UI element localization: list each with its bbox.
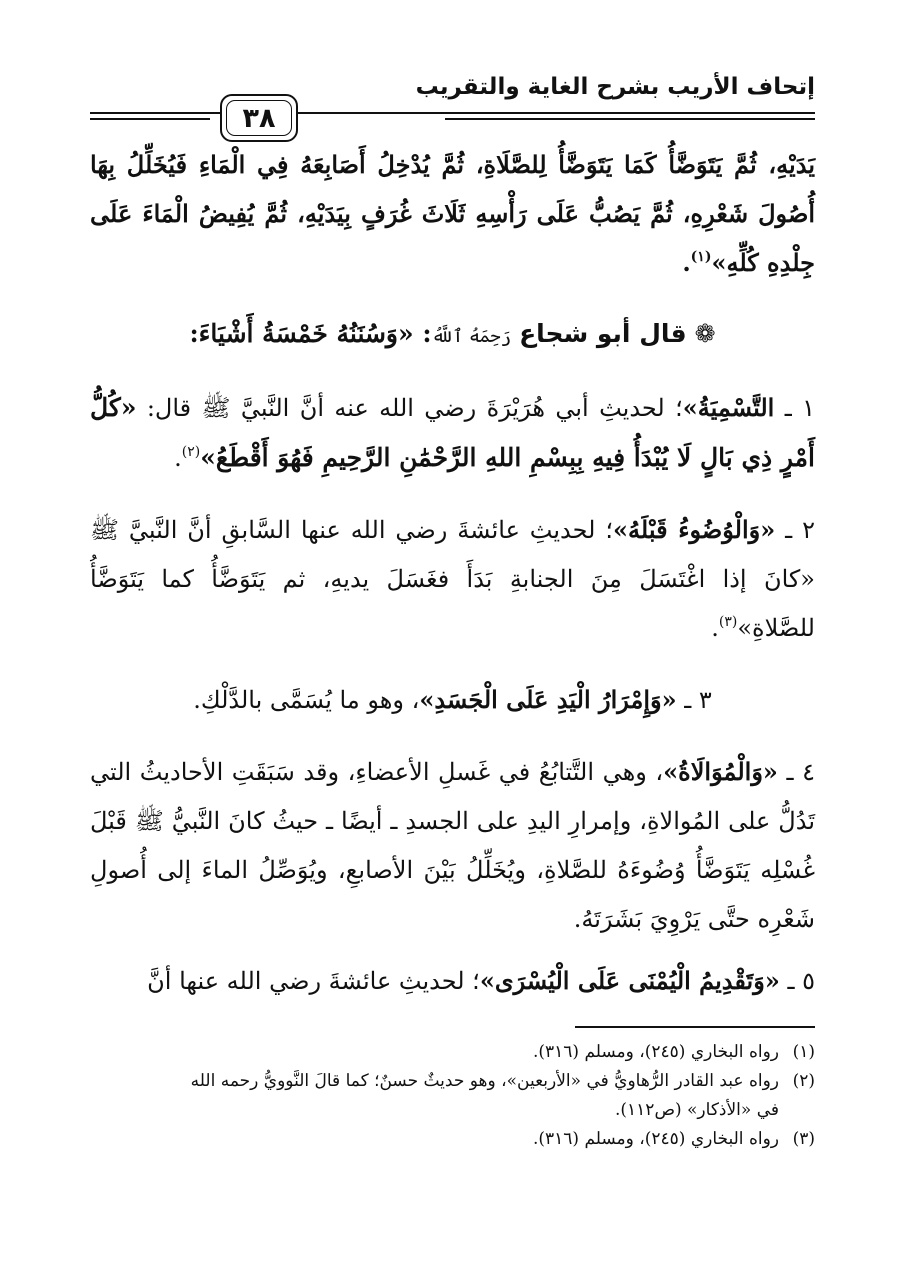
p1-line1: يَدَيْهِ، ثُمَّ يَتَوَضَّأُ كَمَا يَتَوَضَّأُ لِلصَّلَاةِ، ثُمَّ يُدْخِلُ أَصَابِعَهُ فِي الْمَاءِ — [198, 150, 815, 179]
item-2-text: ؛ لحديثِ عائشةَ رضي الله عنها السَّابقِ أنَّ النَّبيَّ ﷺ «كانَ إذا اغْتَسَلَ مِنَ الجنابةِ بَدَأَ فغَسَلَ يديهِ، ثم يَتَوَضَّأُ كما يَتَوَضَّأُ للصَّلاةِ» — [90, 516, 815, 642]
footnote-ref-2[interactable]: (٢) — [181, 444, 201, 460]
item-1: ١ ـ التَّسْمِيَةُ»؛ لحديثِ أبي هُرَيْرَةَ رضي الله عنه أنَّ النَّبيَّ ﷺ قال: «كُلُّ أَمْرٍ ذِي بَالٍ لَا يُبْدَأُ فِيهِ بِبِسْمِ اللهِ الرَّحْمَٰنِ الرَّحِيمِ فَهُوَ أَقْطَعُ»$^{(٢)}$. — [90, 393, 816, 472]
item-3-text: ، وهو ما يُسَمَّى بالدَّلْكِ. — [193, 686, 420, 714]
item-2-term: «وَالْوُضُوءُ قَبْلَهُ» — [613, 515, 776, 544]
header-rule-right — [445, 118, 815, 120]
footnote-2 — [90, 1067, 815, 1125]
footnote-number: (٣) — [792, 1129, 815, 1149]
footnote-ref-1[interactable]: (١) — [690, 249, 712, 265]
item-5 — [90, 956, 815, 1006]
heading-author: قال أبو شجاع — [519, 319, 687, 348]
heading-marker: ❁ — [694, 319, 716, 348]
header-rule-left — [90, 118, 210, 120]
header-rule-top — [90, 112, 815, 114]
item-1-number: ١ ـ — [774, 394, 816, 422]
item-5-number: ٥ ـ — [779, 967, 815, 995]
footnote-text: رواه عبد القادر الرُّهاويُّ في «الأربعين»، وهو حديثٌ حسنٌ؛ كما قالَ النَّوويُّ رحمه الله — [190, 1071, 779, 1091]
item-4-text: ، وهي التَّتابُعُ في غَسلِ الأعضاءِ، وقد سَبَقَتِ الأحاديثُ التي تَدُلُّ على المُوالاةِ، وإمرارِ اليدِ على الجسدِ ـ أيضًا ـ حيثُ كانَ النَّبيُّ ﷺ قَبْلَ غُسْلِه يَتَوَضَّأُ وُضُوءَهُ للصَّلاةِ، ويُخَلِّلُ بَيْنَ الأصابعِ، ويُوَصِّلُ الماءَ إلى أُصولِ شَعْرِه حتَّى يَرْوِيَ بَشَرَتَهُ. — [90, 758, 816, 933]
page-number-box — [220, 94, 298, 142]
section-heading — [90, 309, 815, 361]
item-3-number: ٣ ـ — [676, 686, 712, 714]
footnote-number: (٢) — [792, 1071, 815, 1091]
running-title: إتحاف الأريب بشرح الغاية والتقريب — [415, 74, 815, 100]
footnotes — [90, 1038, 815, 1154]
p1-line2: فَيُخَلِّلُ بِهَا أُصُولَ شَعْرِهِ، ثُمَّ يَصُبُّ عَلَى رَأْسِهِ ثَلَاثَ غُرَفٍ بِيَدَيْهِ، ثُمَّ — [90, 150, 815, 228]
item-2-number: ٢ ـ — [775, 516, 815, 544]
item-4-number: ٤ ـ — [777, 758, 815, 786]
footnote-continuation: في «الأذكار» (ص١١٢). — [614, 1100, 779, 1120]
item-5-term: «وَتَقْدِيمُ الْيُمْنَى عَلَى الْيُسْرَى» — [479, 966, 780, 995]
main-text — [90, 140, 815, 1006]
footnote-1 — [90, 1038, 815, 1067]
heading-quote: : «وَسُنَنُهُ خَمْسَةُ أَشْيَاءَ: — [189, 319, 432, 348]
item-3 — [90, 675, 815, 725]
item-2: ٢ ـ «وَالْوُضُوءُ قَبْلَهُ»؛ لحديثِ عائشةَ رضي الله عنها السَّابقِ أنَّ النَّبيَّ ﷺ «كانَ إذا اغْتَسَلَ مِنَ الجنابةِ بَدَأَ فغَسَلَ يديهِ، ثم يَتَوَضَّأُ كما يَتَوَضَّأُ للصَّلاةِ»$^{(٣)}$. — [90, 515, 815, 642]
footnote-text: رواه البخاري (٢٤٥)، ومسلم (٣١٦). — [532, 1042, 779, 1062]
footnote-3 — [90, 1125, 815, 1154]
footnote-text: رواه البخاري (٢٤٥)، ومسلم (٣١٦). — [532, 1129, 779, 1149]
item-1-text: ؛ لحديثِ أبي هُرَيْرَةَ رضي الله عنه أنَّ النَّبيَّ ﷺ قال: — [146, 394, 683, 422]
item-1-term: التَّسْمِيَةُ» — [682, 393, 775, 422]
footnote-ref-3[interactable]: (٣) — [718, 614, 738, 630]
honorific: رَحِمَهُ ٱللَّهُ — [431, 326, 512, 347]
item-5-text: ؛ لحديثِ عائشةَ رضي الله عنها أنَّ — [147, 967, 480, 995]
page-header — [90, 72, 815, 132]
footnote-number: (١) — [792, 1042, 815, 1062]
p1-line3: يُفِيضُ الْمَاءَ عَلَى جِلْدِهِ كُلِّهِ» — [90, 199, 815, 277]
paragraph-continuation: يَدَيْهِ، ثُمَّ يَتَوَضَّأُ كَمَا يَتَوَضَّأُ لِلصَّلَاةِ، ثُمَّ يُدْخِلُ أَصَابِعَهُ فِي الْمَاءِ فَيُخَلِّلُ بِهَا أُصُولَ شَعْرِهِ، ثُمَّ يَصُبُّ عَلَى رَأْسِهِ ثَلَاثَ غُرَفٍ بِيَدَيْهِ، ثُمَّ يُفِيضُ الْمَاءَ عَلَى جِلْدِهِ كُلِّهِ»$^{(١)}$. — [90, 150, 815, 277]
item-3-term: «وَإِمْرَارُ الْيَدِ عَلَى الْجَسَدِ» — [419, 685, 677, 714]
item-4-term: «وَالْمُوَالَاةُ» — [663, 757, 778, 786]
item-1-hadith: «كُلُّ أَمْرٍ ذِي بَالٍ لَا يُبْدَأُ فِيهِ بِبِسْمِ اللهِ الرَّحْمَٰنِ الرَّحِيمِ فَهُوَ أَقْطَعُ» — [90, 393, 815, 472]
item-4 — [90, 747, 815, 944]
footnote-separator — [575, 1026, 815, 1028]
page-number: ٣٨ — [226, 100, 292, 136]
